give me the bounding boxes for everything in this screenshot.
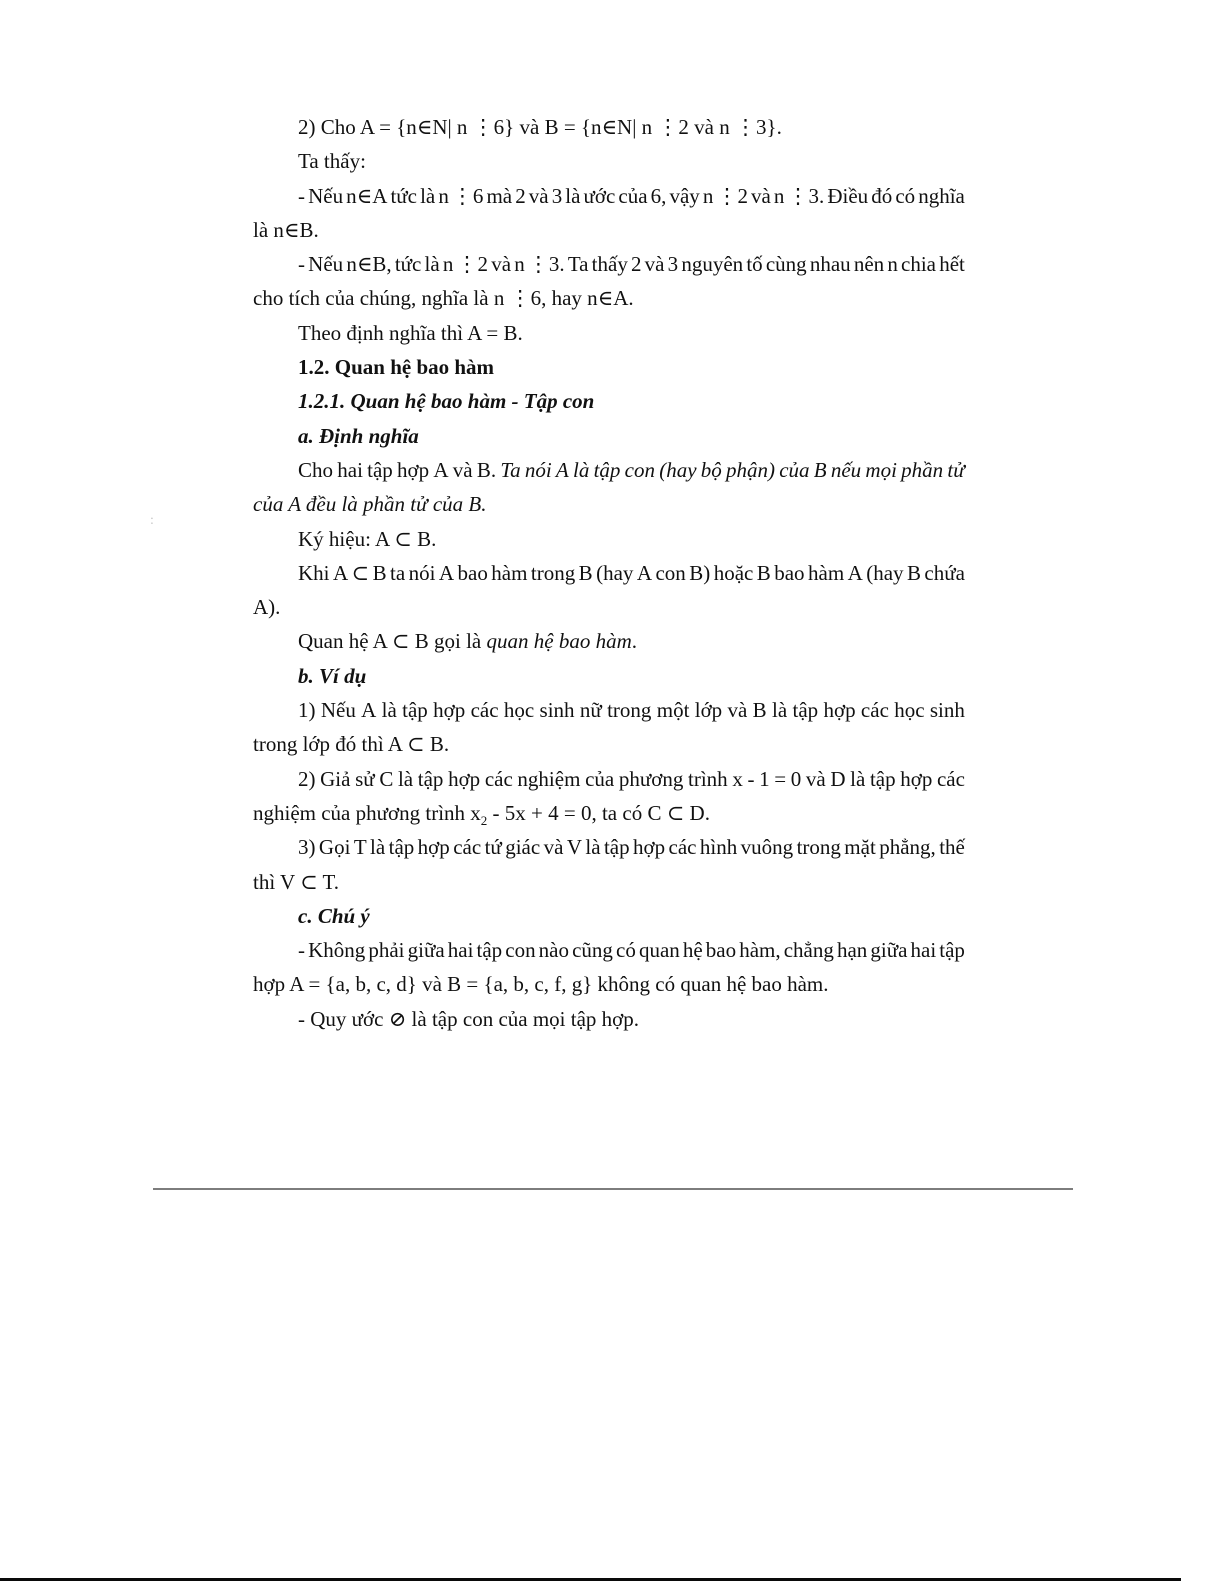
text-segment: là n∈B. xyxy=(253,217,319,242)
text-segment: cho tích của chúng, nghĩa là n ⋮6, hay n∈A. xyxy=(253,286,634,311)
text-word: là xyxy=(850,766,866,791)
text-word: 1 xyxy=(759,766,770,791)
text-word: - xyxy=(747,766,755,791)
text-word: n xyxy=(442,252,454,277)
text-line xyxy=(253,316,965,350)
text-word: là xyxy=(370,835,386,860)
text-word: giác xyxy=(505,835,541,860)
text-word: của xyxy=(618,183,648,208)
text-word: chia xyxy=(901,252,937,277)
text-word: A xyxy=(332,560,349,585)
text-word: ⋮6 xyxy=(451,183,484,208)
text-word: chứa xyxy=(924,560,965,585)
text-word: B xyxy=(372,560,387,585)
text-word: và xyxy=(528,183,549,208)
text-word: 6, xyxy=(650,183,667,208)
text-word: các xyxy=(936,766,965,791)
text-word: trong xyxy=(796,835,841,860)
text-word: phương xyxy=(618,766,684,791)
text-segment: Theo định nghĩa thì A = B. xyxy=(298,320,523,345)
text-segment: hợp A = {a, b, c, d} và B = {a, b, c, f, g} không có quan hệ bao hàm. xyxy=(253,972,829,997)
text-word: cũng xyxy=(572,938,613,963)
text-word: là xyxy=(424,252,440,277)
text-word: là xyxy=(381,698,397,723)
text-word: tập xyxy=(388,835,415,860)
text-word: Nếu xyxy=(308,252,344,277)
text-word: con xyxy=(655,560,686,585)
text-word: là xyxy=(565,183,581,208)
text-word: bao xyxy=(705,938,737,963)
text-segment: Ký hiệu: A ⊂ B. xyxy=(298,526,437,551)
text-word: B xyxy=(813,457,827,482)
text-word: nói xyxy=(408,560,436,585)
text-line xyxy=(253,213,965,247)
text-word: tức xyxy=(390,183,417,208)
text-word: hợp xyxy=(417,835,450,860)
text-word: Ta xyxy=(500,457,521,482)
text-word: mặt xyxy=(844,835,876,860)
text-segment: Ta thấy: xyxy=(298,149,366,174)
text-word: là xyxy=(397,766,414,791)
text-word: tức xyxy=(394,252,422,277)
text-segment: Quan hệ A ⊂ B gọi là xyxy=(298,629,487,654)
text-line xyxy=(253,144,965,178)
text-word: hợp xyxy=(397,457,430,482)
text-word: đó xyxy=(871,183,893,208)
text-word: A xyxy=(438,560,455,585)
text-segment: 2 xyxy=(480,813,488,829)
text-word: mọi xyxy=(865,457,897,482)
text-word: ⊂ xyxy=(351,560,370,585)
text-word: Nếu xyxy=(308,183,344,208)
text-word: Ta xyxy=(567,252,589,277)
text-line xyxy=(253,693,965,727)
text-word: (hay xyxy=(596,560,634,585)
text-word: 1) xyxy=(298,698,316,723)
text-word: hai xyxy=(447,938,474,963)
text-word: n xyxy=(702,183,714,208)
text-word: n∈A xyxy=(346,183,388,208)
text-line xyxy=(253,179,965,213)
text-word: học xyxy=(894,698,925,723)
text-word: trình xyxy=(688,766,728,791)
text-word: tập xyxy=(869,766,896,791)
text-word: nhau xyxy=(809,252,851,277)
text-word: bộ xyxy=(700,457,722,482)
text-word: ước xyxy=(583,183,616,208)
text-word: hình xyxy=(699,835,738,860)
text-word: tập xyxy=(417,766,444,791)
text-word: sử xyxy=(355,766,375,791)
text-line xyxy=(253,556,965,590)
text-word: tập xyxy=(593,457,621,482)
text-line xyxy=(253,590,965,624)
text-word: n xyxy=(438,183,449,208)
text-word: các xyxy=(484,766,513,791)
text-segment: 1.2. Quan hệ bao hàm xyxy=(298,355,495,380)
text-word: 2) xyxy=(298,766,316,791)
text-word: tập xyxy=(402,698,428,723)
text-segment: a. Định nghĩa xyxy=(298,423,419,448)
text-word: giữa xyxy=(407,938,445,963)
text-line xyxy=(253,899,965,933)
text-word: n∈B, xyxy=(346,252,392,277)
text-word: hợp xyxy=(433,698,466,723)
text-word: B xyxy=(756,560,771,585)
text-line xyxy=(253,350,965,384)
text-word: Gọi xyxy=(318,835,351,860)
text-word: nên xyxy=(853,252,885,277)
text-word: mà xyxy=(486,183,513,208)
text-word: là xyxy=(420,183,436,208)
text-word: 3) xyxy=(298,835,316,860)
text-word: có xyxy=(616,938,636,963)
text-line xyxy=(253,453,965,487)
text-word: hai xyxy=(337,457,363,482)
text-word: hàm xyxy=(491,560,528,585)
text-word: x xyxy=(732,766,743,791)
text-word: và xyxy=(751,183,771,208)
text-word: tập xyxy=(476,938,503,963)
text-word: n xyxy=(514,252,525,277)
text-word: học xyxy=(503,698,535,723)
text-word: của xyxy=(779,457,810,482)
text-word: hệ xyxy=(682,938,703,963)
text-word: (hay xyxy=(866,560,904,585)
text-block xyxy=(253,110,965,1036)
text-word: hạn xyxy=(836,938,868,963)
text-word: 2 xyxy=(631,252,642,277)
text-word: B xyxy=(578,560,593,585)
text-line xyxy=(253,522,965,556)
text-word: các xyxy=(860,698,889,723)
text-word: phận) xyxy=(726,457,775,482)
text-word: và xyxy=(805,766,826,791)
text-word: Cho xyxy=(298,457,334,482)
text-word: tập xyxy=(939,938,965,963)
text-word: hợp xyxy=(900,766,933,791)
text-word: các xyxy=(453,835,482,860)
text-word: phần xyxy=(901,457,944,482)
text-word: tử xyxy=(947,457,965,482)
text-segment: trong lớp đó thì A ⊂ B. xyxy=(253,732,450,757)
text-word: (hay xyxy=(659,457,697,482)
text-segment: b. Ví dụ xyxy=(298,663,367,688)
text-word: D xyxy=(830,766,846,791)
text-word: ⋮2 xyxy=(716,183,748,208)
text-line xyxy=(253,659,965,693)
text-line xyxy=(253,865,965,899)
text-word: 0 xyxy=(790,766,802,791)
text-word: giữa xyxy=(870,938,908,963)
text-word: nguyên xyxy=(681,252,744,277)
text-word: hàm xyxy=(808,560,845,585)
text-segment: của A đều là phần tử của B. xyxy=(253,492,487,517)
text-word: có xyxy=(895,183,916,208)
text-word: B) xyxy=(689,560,711,585)
text-word: nữ xyxy=(579,698,602,723)
text-word: A xyxy=(433,457,449,482)
text-word: n xyxy=(773,183,785,208)
text-word: nói xyxy=(524,457,552,482)
text-segment: A). xyxy=(253,595,281,620)
text-word: hàm, xyxy=(739,938,781,963)
text-word: V xyxy=(566,835,582,860)
text-word: và xyxy=(644,252,665,277)
text-word: B xyxy=(906,560,921,585)
text-word: hợp xyxy=(633,835,666,860)
text-word: tố xyxy=(746,252,763,277)
text-line xyxy=(253,624,965,658)
text-word: = xyxy=(774,766,787,791)
text-line xyxy=(253,933,965,967)
text-word: thấy xyxy=(591,252,628,277)
text-word: của xyxy=(585,766,615,791)
text-word: Nếu xyxy=(320,698,356,723)
text-word: và xyxy=(452,457,473,482)
text-word: A xyxy=(636,560,653,585)
text-word: quan xyxy=(638,938,680,963)
text-word: Điều xyxy=(827,183,869,208)
text-word: chẳng xyxy=(783,938,834,963)
text-line xyxy=(253,762,965,796)
text-word: hết xyxy=(939,252,965,277)
text-segment: 2) Cho A = {n∈N| n ⋮6} và B = {n∈N| n ⋮2 và n ⋮3}. xyxy=(298,115,782,139)
text-word: vậy xyxy=(669,183,700,208)
text-word: cùng xyxy=(765,252,807,277)
text-word: ta xyxy=(390,560,406,585)
text-word: phải xyxy=(368,938,405,963)
text-segment: - Quy ước ⊘ là tập con của mọi tập hợp. xyxy=(298,1006,640,1031)
text-segment: 1.2.1. Quan hệ bao hàm - Tập con xyxy=(298,389,595,414)
text-line xyxy=(253,419,965,453)
text-word: 2 xyxy=(515,183,526,208)
text-word: tập xyxy=(792,698,819,723)
text-word: hợp xyxy=(823,698,856,723)
text-word: là xyxy=(572,457,590,482)
text-word: lớp xyxy=(694,698,723,723)
text-word: hai xyxy=(910,938,937,963)
text-word: con xyxy=(624,457,655,482)
text-line xyxy=(253,967,965,1001)
text-line xyxy=(253,487,965,521)
text-line xyxy=(253,1002,965,1036)
text-word: B xyxy=(752,698,767,723)
text-word: C xyxy=(379,766,394,791)
text-word: bao xyxy=(774,560,805,585)
text-word: phẳng, xyxy=(879,835,936,860)
text-word: một xyxy=(656,698,690,723)
text-word: hợp xyxy=(448,766,481,791)
text-word: Khi xyxy=(298,560,330,585)
text-word: 3 xyxy=(551,183,563,208)
text-word: các xyxy=(470,698,499,723)
text-word: A xyxy=(361,698,377,723)
text-word: tập xyxy=(367,457,393,482)
text-word: vuông xyxy=(740,835,794,860)
text-word: tập xyxy=(603,835,630,860)
text-word: Không xyxy=(308,938,366,963)
text-segment: thì V ⊂ T. xyxy=(253,869,340,894)
text-line xyxy=(253,796,965,830)
text-word: con xyxy=(505,938,536,963)
text-word: ⋮3. xyxy=(787,183,825,208)
text-word: sinh xyxy=(539,698,575,723)
text-segment: c. Chú ý xyxy=(298,903,370,928)
text-word: bao xyxy=(457,560,488,585)
text-line xyxy=(253,247,965,281)
text-word: T xyxy=(353,835,367,860)
text-word: A xyxy=(555,457,569,482)
text-word: nào xyxy=(538,938,569,963)
text-word: 3 xyxy=(667,252,679,277)
text-segment: quan hệ bao hàm xyxy=(486,629,632,654)
page-edge-bar xyxy=(0,1578,1181,1581)
text-word: các xyxy=(668,835,697,860)
text-segment: . xyxy=(631,629,637,654)
text-word: và xyxy=(727,698,748,723)
text-word: hoặc xyxy=(713,560,754,585)
text-word: nghiệm xyxy=(517,766,581,791)
scan-artifact-mark: : xyxy=(150,513,154,528)
text-word: Giả xyxy=(320,766,351,791)
text-word: sinh xyxy=(929,698,965,723)
text-line xyxy=(253,727,965,761)
text-word: là xyxy=(585,835,601,860)
text-word: - xyxy=(298,252,305,277)
text-segment: - 5x + 4 = 0, ta có C ⊂ D. xyxy=(487,800,710,825)
text-word: tứ xyxy=(484,835,502,860)
text-word: ⋮3. xyxy=(527,252,565,277)
text-segment: nghiệm của phương trình x xyxy=(253,800,481,825)
text-line xyxy=(253,281,965,315)
text-line xyxy=(253,110,965,144)
text-word: thế xyxy=(939,835,965,860)
text-word: trong xyxy=(530,560,576,585)
text-word: - xyxy=(298,183,305,208)
text-word: A xyxy=(847,560,863,585)
text-word: và xyxy=(543,835,564,860)
text-word: nếu xyxy=(830,457,862,482)
text-word: ⋮2 xyxy=(456,252,489,277)
text-word: nghĩa xyxy=(918,183,965,208)
section-divider-line xyxy=(153,1188,1073,1190)
text-word: là xyxy=(772,698,788,723)
text-word: - xyxy=(298,938,305,963)
text-word: và xyxy=(491,252,512,277)
text-line xyxy=(253,830,965,864)
text-word: B. xyxy=(476,457,497,482)
text-word: trong xyxy=(607,698,652,723)
text-line xyxy=(253,384,965,418)
text-word: n xyxy=(887,252,898,277)
